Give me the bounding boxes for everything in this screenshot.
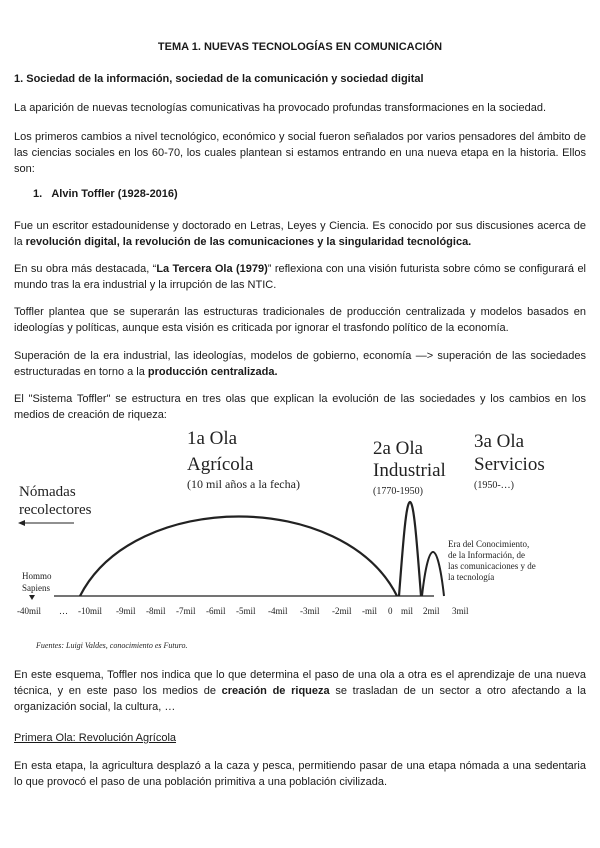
obra-title: La Tercera Ola (1979) xyxy=(156,263,268,275)
knowledge-line2: de la Información, de xyxy=(448,550,525,560)
paragraph-toffler-bio xyxy=(14,218,586,250)
tick-label: 0 xyxy=(388,606,393,616)
tick-label: -mil xyxy=(362,606,377,616)
tick-label: -8mil xyxy=(146,606,166,616)
knowledge-line4: la tecnología xyxy=(448,572,495,582)
list-number: 1. xyxy=(33,188,43,200)
wave1-label-line1: 1a Ola xyxy=(187,428,238,449)
wave1-label-line2: Agrícola xyxy=(187,454,254,475)
esquema-bold: creación de riqueza xyxy=(221,685,330,697)
subheading-primera-ola: Primera Ola: Revolución Agrícola xyxy=(14,732,177,744)
wave3-curve xyxy=(422,552,444,596)
bio-bold-text: revolución digital, la revolución de las comunicaciones y la singularidad tecnológica. xyxy=(25,236,472,248)
left-arrow-icon xyxy=(18,520,74,526)
tick-label: 2mil xyxy=(423,606,440,616)
tick-label: -2mil xyxy=(332,606,352,616)
list-item-name: Alvin Toffler (1928-2016) xyxy=(51,188,178,200)
nomadas-line1: Nómadas xyxy=(19,484,76,500)
wave2-label-line2: Industrial xyxy=(373,460,446,481)
esquema-text-a: En este esquema, Toffler nos indica que lo que determina el paso de una ola a otra es el aprendizaje de una nueva técnica, y en este paso los medios de xyxy=(14,669,586,697)
paragraph-esquema xyxy=(14,667,586,715)
tick-label: -4mil xyxy=(268,606,288,616)
wave2-sub: (1770-1950) xyxy=(373,486,423,497)
obra-text-c: ” reflexiona con una visión futurista sobre cómo se configurará el mundo tras la era industrial y la irrupción de las NTIC. xyxy=(14,263,587,291)
tick-label: -5mil xyxy=(236,606,256,616)
tick-label: mil xyxy=(401,606,414,616)
homo-line2: Sapiens xyxy=(22,583,50,593)
tick-label: -40mil xyxy=(17,606,41,616)
diagram-source: Fuentes: Luigi Valdes, conocimiento es Futuro. xyxy=(36,641,188,650)
paragraph-superacion xyxy=(14,348,586,380)
wave2-label-line1: 2a Ola xyxy=(373,438,424,459)
wave1-sub: (10 mil años a la fecha) xyxy=(187,477,300,491)
tick-label: -9mil xyxy=(116,606,136,616)
paragraph-intro: La aparición de nuevas tecnologías comunicativas ha provocado profundas transformaciones en la sociedad. xyxy=(14,102,546,114)
esquema-text-c: se trasladan de un sector a otro afectando a la organización social, la cultura, … xyxy=(14,685,586,713)
document-title: TEMA 1. NUEVAS TECNOLOGÍAS EN COMUNICACIÓN xyxy=(157,41,443,53)
paragraph-thinkers: Los primeros cambios a nivel tecnológico, económico y social fueron señalados por varios pensadores del ámbito de las ciencias sociales en los 60-70, los cuales plantean si estamos entrando en una nueva etapa en la historia. Ellos son: xyxy=(14,131,586,175)
tick-label: -6mil xyxy=(206,606,226,616)
tick-label: -7mil xyxy=(176,606,196,616)
knowledge-line1: Era del Conocimiento, xyxy=(448,539,530,549)
superacion-text: Superación de la era industrial, las ideologías, modelos de gobierno, economía —> superación de las sociedades estructuradas en torno a la xyxy=(14,350,586,378)
wave1-curve xyxy=(80,517,397,597)
nomadas-line2: recolectores xyxy=(19,502,92,518)
section-heading: 1. Sociedad de la información, sociedad de la comunicación y sociedad digital xyxy=(14,73,424,85)
tick-label: … xyxy=(59,606,68,616)
tick-label: -10mil xyxy=(78,606,102,616)
obra-text-a: En su obra más destacada, “ xyxy=(14,263,157,275)
timeline-ticks xyxy=(17,606,469,616)
bio-text: Fue un escritor estadounidense y doctorado en Letras, Leyes y Ciencia. Es conocido por sus discusiones acerca de la xyxy=(14,220,586,248)
paragraph-tercera-ola xyxy=(14,261,586,293)
paragraph-plantea: Toffler plantea que se superarán las estructuras tradicionales de producción centralizada y modelos basados en ideologías y políticas, aunque esta visión es criticada por ignorar el trasfondo político de la economía. xyxy=(14,306,586,334)
toffler-waves-diagram xyxy=(14,424,586,654)
list-item-toffler xyxy=(33,186,573,202)
paragraph-sistema-toffler: El "Sistema Toffler" se estructura en tres olas que explican la evolución de las sociedades y los cambios en los medios de creación de riqueza: xyxy=(14,393,586,421)
pointer-down-icon xyxy=(29,595,35,600)
tick-label: -3mil xyxy=(300,606,320,616)
wave3-sub: (1950-…) xyxy=(474,480,514,491)
paragraph-primera-ola: En esta etapa, la agricultura desplazó a la caza y pesca, permitiendo pasar de una etapa nómada a una sedentaria lo que provocó el paso de una población primitiva a una población civilizada. xyxy=(14,760,586,788)
wave2-curve xyxy=(399,502,421,596)
superacion-bold: producción centralizada. xyxy=(147,366,278,378)
knowledge-line3: las comunicaciones y de xyxy=(448,561,536,571)
wave3-label-line1: 3a Ola xyxy=(474,431,525,452)
tick-label: 3mil xyxy=(452,606,469,616)
homo-line1: Hommo xyxy=(22,571,52,581)
wave3-label-line2: Servicios xyxy=(474,454,545,475)
